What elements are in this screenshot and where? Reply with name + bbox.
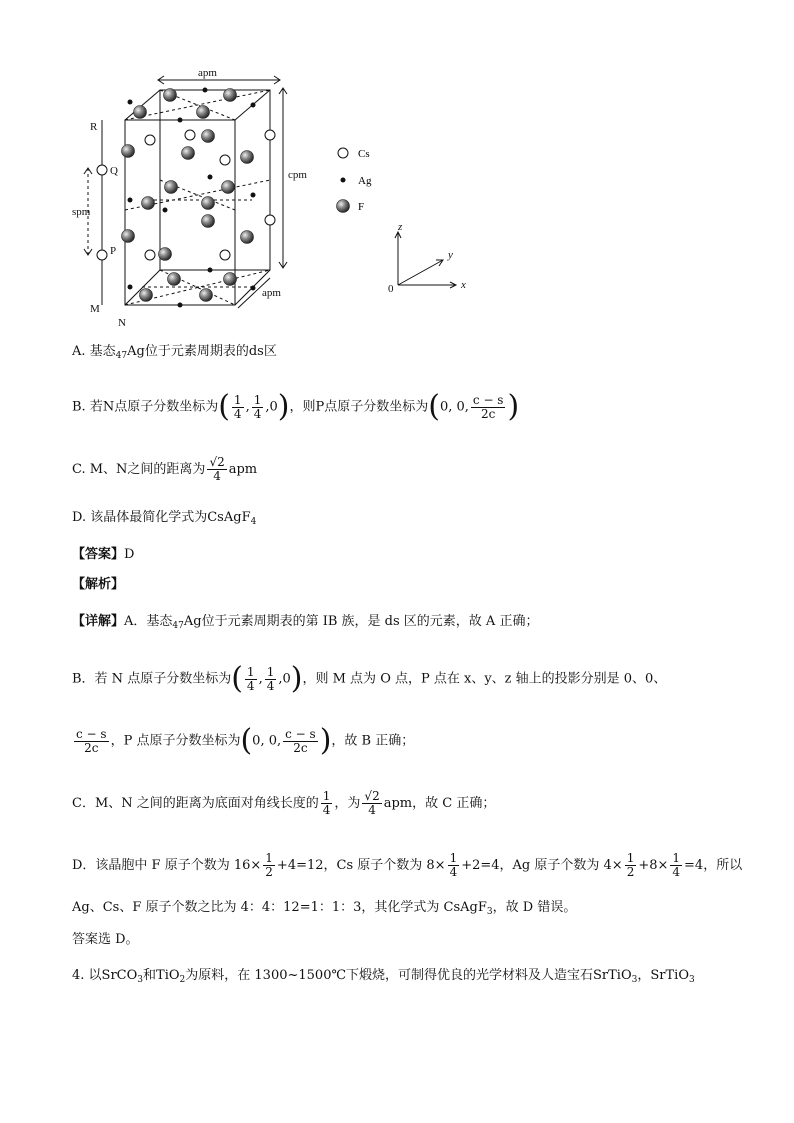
cs-atom: [97, 165, 107, 175]
label-p: P: [110, 245, 117, 257]
cs-atom: [220, 250, 230, 260]
label-cpm: cpm: [288, 169, 307, 181]
ag-atom: [251, 193, 256, 198]
f-atom: [241, 231, 254, 244]
f-atom: [164, 89, 177, 102]
cs-atom: [265, 215, 275, 225]
f-atom: [168, 273, 181, 286]
cs-atom: [145, 135, 155, 145]
cs-atom: [220, 155, 230, 165]
f-atom: [202, 215, 215, 228]
f-atom: [197, 106, 210, 119]
label-apm-right: apm: [262, 287, 281, 299]
f-atom: [224, 273, 237, 286]
legend-f-label: F: [358, 201, 365, 213]
final-answer: 答案选 D。: [72, 932, 139, 947]
cell-back-face: [160, 90, 270, 270]
cs-atom: [97, 250, 107, 260]
option-c: C. M、N之间的距离为 $\frac{√2}{4}$ apm: [72, 455, 258, 483]
legend-cs-symbol: [338, 148, 348, 158]
f-atom: [134, 106, 147, 119]
label-spm: spm: [72, 206, 91, 218]
ag-atom: [163, 208, 168, 213]
option-b: B. 若N点原子分数坐标为( $\frac{1}{4}$ , $\frac{1}{4}$ ,0)，则P点原子分数坐标为(0, 0, $\frac{c - s}{2c}$ ): [72, 389, 520, 424]
ag-atom: [203, 88, 208, 93]
detail-b-line1: B．若 N 点原子分数坐标为( $\frac{1}{4}$ , $\frac{1}{4}$ ,0)，则 M 点为 O 点，P 点在 x、y、z 轴上的投影分别是 0、0、: [72, 661, 667, 696]
ag-atom: [178, 303, 183, 308]
axis-z-label: z: [398, 221, 403, 233]
question-4: 4. 以SrCO$_3$和TiO$_2$为原料，在 1300~1500℃下煅烧，可制得优良的光学材料及人造宝石SrTiO$_3$，SrTiO$_3$: [72, 968, 695, 985]
f-atom: [224, 89, 237, 102]
label-r: R: [90, 121, 98, 133]
f-atom: [200, 289, 213, 302]
option-a: A. 基态$_{47}$Ag位于元素周期表的ds区: [72, 344, 277, 361]
ag-atom: [208, 175, 213, 180]
cs-atom: [145, 250, 155, 260]
axis-y-label: y: [448, 249, 453, 261]
cs-atom: [185, 130, 195, 140]
f-atom: [159, 248, 172, 261]
axis-origin-label: 0: [388, 283, 394, 295]
ag-atom: [128, 100, 133, 105]
ag-atom: [178, 118, 183, 123]
detail-a: 【详解】A．基态$_{47}$Ag位于元素周期表的第 IB 族，是 ds 区的元素，故 A 正确；: [72, 614, 539, 631]
analysis-heading: 【解析】: [72, 577, 125, 592]
ag-atom: [128, 285, 133, 290]
label-q: Q: [110, 165, 118, 177]
f-atom: [222, 181, 235, 194]
f-atom: [140, 289, 153, 302]
answer-line: 【答案】D: [72, 547, 135, 562]
legend-ag-symbol: [341, 178, 346, 183]
legend-ag-label: Ag: [358, 175, 372, 187]
ag-atom: [251, 103, 256, 108]
legend-f-symbol: [337, 200, 350, 213]
label-n: N: [118, 317, 126, 329]
detail-b-line2: $\frac{c - s}{2c}$ ，P 点原子分数坐标为(0, 0, $\frac{c - s}{2c}$ )，故 B 正确；: [76, 723, 415, 758]
f-atom: [165, 181, 178, 194]
f-atom: [122, 230, 135, 243]
option-d: D. 该晶体最简化学式为CsAgF$_4$: [72, 510, 257, 527]
ag-atom: [128, 198, 133, 203]
crystal-cell-figure: [70, 60, 490, 335]
f-atom: [241, 151, 254, 164]
detail-d-line1: D．该晶胞中 F 原子个数为 16× $\frac{1}{2}$ +4=12，Cs 原子个数为 8× $\frac{1}{4}$ +2=4，Ag 原子个数为 4× $\frac{1}{2}$ +8× $\frac{1}{4}$ =4，所以: [72, 851, 743, 879]
ag-atom: [251, 286, 256, 291]
f-atom: [202, 197, 215, 210]
label-apm-top: apm: [198, 67, 217, 79]
f-atom: [122, 145, 135, 158]
detail-c: C．M、N 之间的距离为底面对角线长度的 $\frac{1}{4}$ ，为 $\frac{√2}{4}$ apm，故 C 正确；: [72, 789, 496, 817]
f-atom: [142, 197, 155, 210]
label-m: M: [90, 303, 100, 315]
cs-atom: [265, 130, 275, 140]
ag-atom: [208, 268, 213, 273]
f-atom: [202, 130, 215, 143]
detail-d-line2: Ag、Cs、F 原子个数之比为 4：4：12=1：1：3，其化学式为 CsAgF$_3$，故 D 错误。: [72, 900, 577, 917]
f-atom: [182, 147, 195, 160]
axes: [395, 232, 456, 288]
axis-x-label: x: [461, 279, 466, 291]
legend-cs-label: Cs: [358, 148, 370, 160]
